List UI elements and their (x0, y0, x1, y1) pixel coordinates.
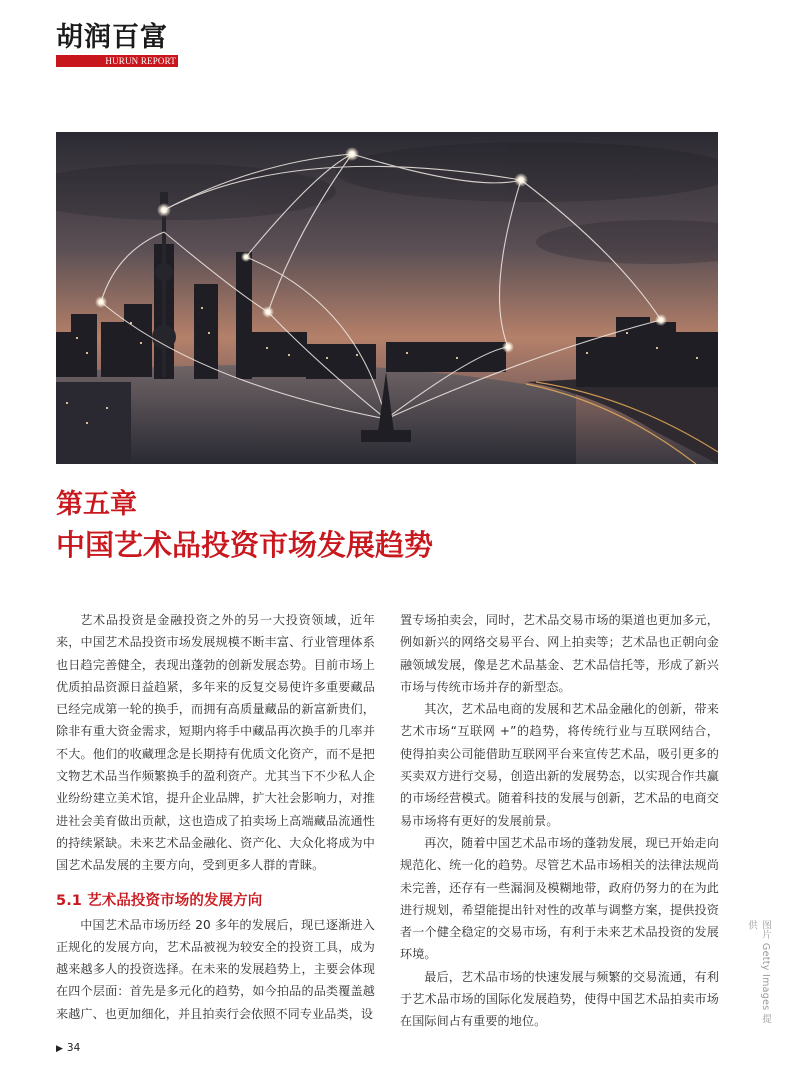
paragraph: 再次，随着中国艺术品市场的蓬勃发展，现已开始走向规范化、统一化的趋势。尽管艺术品市场相关的法律法规尚未完善，还存有一些漏洞及模糊地带，政府仍努力的在为此进行规划，希望能提出针对性的改革与调整方案，提供投资者一个健全稳定的交易市场，有利于未来艺术品投资的发展环境。 (400, 835, 719, 962)
skyline-illustration (56, 132, 718, 464)
chapter-heading (56, 487, 716, 565)
page-number-value: 34 (66, 1042, 81, 1054)
photo-credit: 图片 Getty Images 提供 (746, 920, 771, 1024)
chapter-number: 第五章 (56, 489, 137, 520)
right-column (400, 609, 719, 1033)
page-number (56, 1042, 80, 1054)
logo-english-bar: HURUN REPORT (56, 55, 178, 67)
paragraph-continued: 置专场拍卖会，同时，艺术品交易市场的渠道也更加多元，例如新兴的网络交易平台、网上拍卖等；艺术品也正朝向金融领域发展，像是艺术品基金、艺术品信托等，形成了新兴市场与传统市场并存的新型态。 (400, 613, 719, 694)
logo-chinese-text: 胡润百富 (56, 22, 168, 53)
paragraph: 艺术品投资是金融投资之外的另一大投资领域，近年来，中国艺术品投资市场发展规模不断丰富、行业管理体系也日趋完善健全，表现出蓬勃的创新发展态势。目前市场上优质拍品资源日益趋紧，多年来的反复交易使许多重要藏品已经完成第一轮的换手，而拥有高质量藏品的新富新贵们，除非有重大资金需求，短期内将手中藏品再次换手的几率并不大。他们的收藏理念是长期持有优质文化资产，而不是把文物艺术品当作频繁换手的盈利资产。尤其当下不少私人企业纷纷建立美术馆，提升企业品牌，扩大社会影响力，对推进社会美育做出贡献，这也造成了拍卖场上高端藏品流通性的持续紧缺。未来艺术品金融化、资产化、大众化将成为中国艺术品发展的主要方向，受到更多人群的青睐。 (56, 613, 375, 873)
triangle-marker-icon: ▶ (56, 1044, 63, 1054)
section-heading: 5.1 艺术品投资市场的发展方向 (56, 892, 263, 909)
hurun-logo (56, 22, 180, 68)
paragraph: 中国艺术品市场历经 20 多年的发展后，现已逐渐进入正规化的发展方向，艺术品被视为较安全的投资工具，成为越来越多人的投资选择。在未来的发展趋势上，主要会体现在四个层面：首先是多元化的趋势，如今拍品的品类覆盖越来越广、也更加细化，并且拍卖行会依照不同专业品类，设 (56, 917, 375, 1021)
hero-image (56, 132, 718, 464)
paragraph: 其次，艺术品电商的发展和艺术品金融化的创新，带来艺术市场“互联网 +”的趋势，将传统行业与互联网结合，使得拍卖公司能借助互联网平台来宣传艺术品，吸引更多的买卖双方进行交易，创造出新的发展势态，以实现合作共赢的市场经营模式。随着科技的发展与创新，艺术品的电商交易市场将有更好的发展前景。 (400, 702, 719, 828)
chapter-title: 中国艺术品投资市场发展趋势 (56, 528, 434, 562)
paragraph: 最后，艺术品市场的快速发展与频繁的交易流通，有利于艺术品市场的国际化发展趋势，使得中国艺术品拍卖市场在国际间占有重要的地位。 (400, 969, 719, 1029)
left-column (56, 609, 375, 1025)
